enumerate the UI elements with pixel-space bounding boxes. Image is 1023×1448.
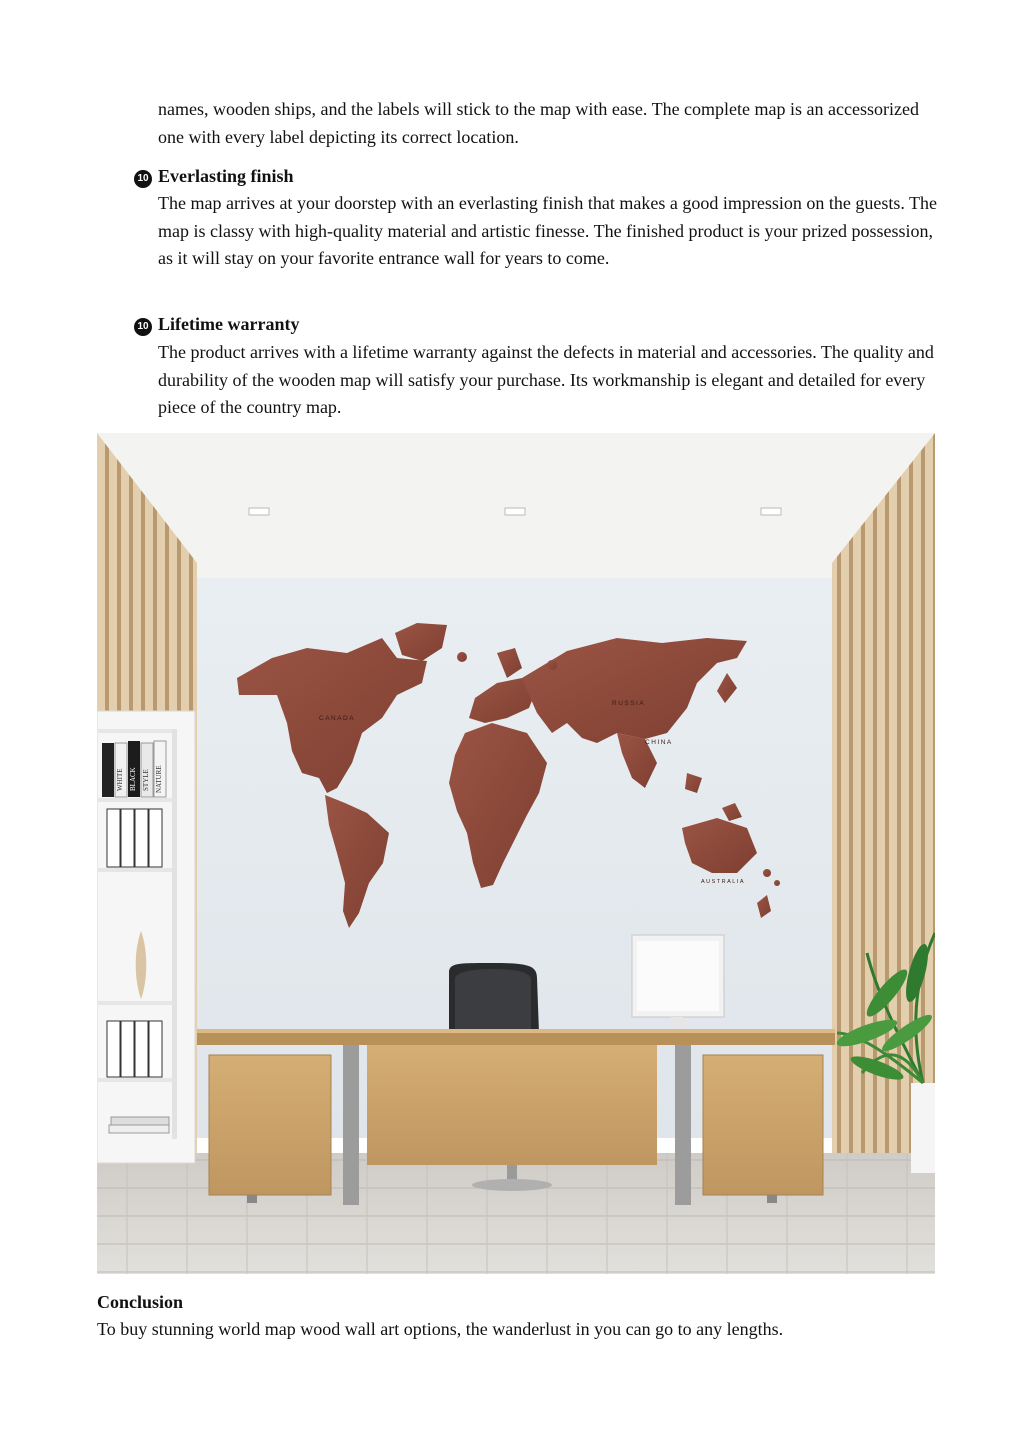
bullet-icon: 10	[134, 318, 152, 336]
map-label-russia: RUSSIA	[612, 700, 646, 707]
conclusion-heading: Conclusion	[97, 1292, 184, 1312]
intro-paragraph: names, wooden ships, and the labels will stick to the map with ease. The complete map is an accessorized one with every label depicting its correct location.	[158, 99, 919, 147]
book-label: BLACK	[129, 767, 137, 791]
office-map-photo	[97, 433, 935, 1274]
office-chair	[449, 963, 539, 1033]
feature-title: Lifetime warranty	[158, 314, 300, 334]
map-label-australia: AUSTRALIA	[701, 879, 746, 885]
feature-text-lifetime-warranty: The product arrives with a lifetime warranty against the defects in material and accessories. The quality and durability of the wooden map will satisfy your purchase. Its workmanship is elegant and detailed for every piece of the country map.	[158, 342, 934, 417]
bookshelf	[97, 711, 195, 1163]
book-label: STYLE	[142, 769, 150, 791]
conclusion-text: To buy stunning world map wood wall art options, the wanderlust in you can go to any lengths.	[97, 1319, 784, 1339]
feature-heading-everlasting-finish	[134, 164, 294, 188]
feature-title: Everlasting finish	[158, 166, 294, 186]
feature-text-everlasting-finish: The map arrives at your doorstep with an everlasting finish that makes a good impression on the guests. The map is classy with high-quality material and artistic finesse. The finished product is your prized possession, as it will stay on your favorite entrance wall for years to come.	[158, 193, 937, 268]
desk	[197, 1029, 835, 1205]
feature-heading-lifetime-warranty	[134, 312, 299, 336]
map-label-china: CHINA	[645, 739, 673, 746]
book-label: WHITE	[116, 768, 124, 791]
bullet-icon: 10	[134, 170, 152, 188]
map-label-canada: CANADA	[319, 715, 356, 722]
book-label: NATURE	[155, 765, 163, 793]
ceiling	[97, 433, 935, 578]
